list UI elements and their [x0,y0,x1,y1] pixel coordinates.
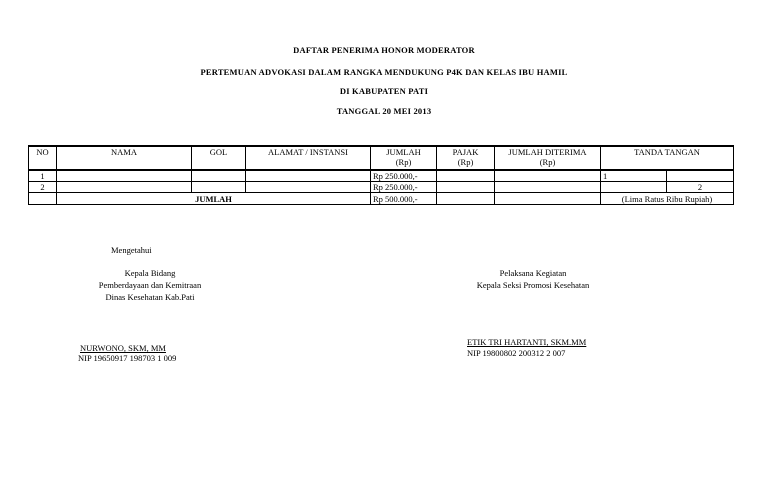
header-pajak-label: PAJAK [452,147,479,157]
header-jumlah-unit: (Rp) [395,157,412,167]
cell-jumlah: Rp 250.000,- [371,182,437,193]
cell-no: 2 [29,182,57,193]
left-position-line1: Kepala Bidang [124,268,176,278]
cell-diterima [495,170,601,182]
cell-jumlah: Rp 250.000,- [371,170,437,182]
document-date: TANGGAL 20 MEI 2013 [336,106,432,116]
left-position-line3: Dinas Kesehatan Kab.Pati [105,292,195,302]
cell-total-blank [29,193,57,205]
left-position-block [80,267,220,303]
total-terbilang: (Lima Ratus Ribu Rupiah) [601,193,734,205]
cell-pajak [437,182,495,193]
header-jumlah-diterima [495,146,601,170]
header-pajak [437,146,495,170]
document-location: DI KABUPATEN PATI [339,86,429,96]
header-nama: NAMA [57,146,192,170]
header-gol: GOL [192,146,246,170]
table-row [29,170,734,182]
left-position-line2: Pemberdayaan dan Kemitraan [98,280,202,290]
right-position-line2: Kepala Seksi Promosi Kesehatan [476,280,590,290]
header-no: NO [29,146,57,170]
cell-alamat [246,170,371,182]
header-jumlah-diterima-label: JUMLAH DITERIMA [508,147,587,157]
table-total-row [29,193,734,205]
cell-pajak [437,170,495,182]
cell-nama [57,182,192,193]
cell-no: 1 [29,170,57,182]
header-alamat: ALAMAT / INSTANSI [246,146,371,170]
cell-diterima [495,182,601,193]
cell-alamat [246,182,371,193]
right-signatory-nip: NIP 19800802 200312 2 007 [467,348,566,358]
cell-total-diterima [495,193,601,205]
cell-ttd-left: 1 [601,170,667,182]
document-subtitle: PERTEMUAN ADVOKASI DALAM RANGKA MENDUKUNG P4K DAN KELAS IBU HAMIL [200,67,568,77]
right-position-line1: Pelaksana Kegiatan [499,268,567,278]
total-label: JUMLAH [57,193,371,205]
left-signatory-nip: NIP 19650917 198703 1 009 [78,353,177,363]
cell-ttd-right [667,170,734,182]
honor-table [28,145,734,205]
cell-gol [192,182,246,193]
right-signatory-name: ETIK TRI HARTANTI, SKM.MM [467,337,587,347]
total-jumlah: Rp 500.000,- [371,193,437,205]
header-pajak-unit: (Rp) [457,157,474,167]
header-jumlah [371,146,437,170]
cell-ttd-left [601,182,667,193]
document-title: DAFTAR PENERIMA HONOR MODERATOR [293,45,475,55]
left-signatory-name: NURWONO, SKM, MM [80,343,166,353]
cell-total-pajak [437,193,495,205]
table-row [29,182,734,193]
mengetahui-label: Mengetahui [111,245,152,255]
cell-ttd-right: 2 [667,182,734,193]
cell-nama [57,170,192,182]
table-header-row [29,146,734,170]
header-jumlah-label: JUMLAH [386,147,421,157]
header-tanda-tangan: TANDA TANGAN [601,146,734,170]
header-jumlah-diterima-unit: (Rp) [539,157,556,167]
cell-gol [192,170,246,182]
right-position-block [458,267,608,291]
